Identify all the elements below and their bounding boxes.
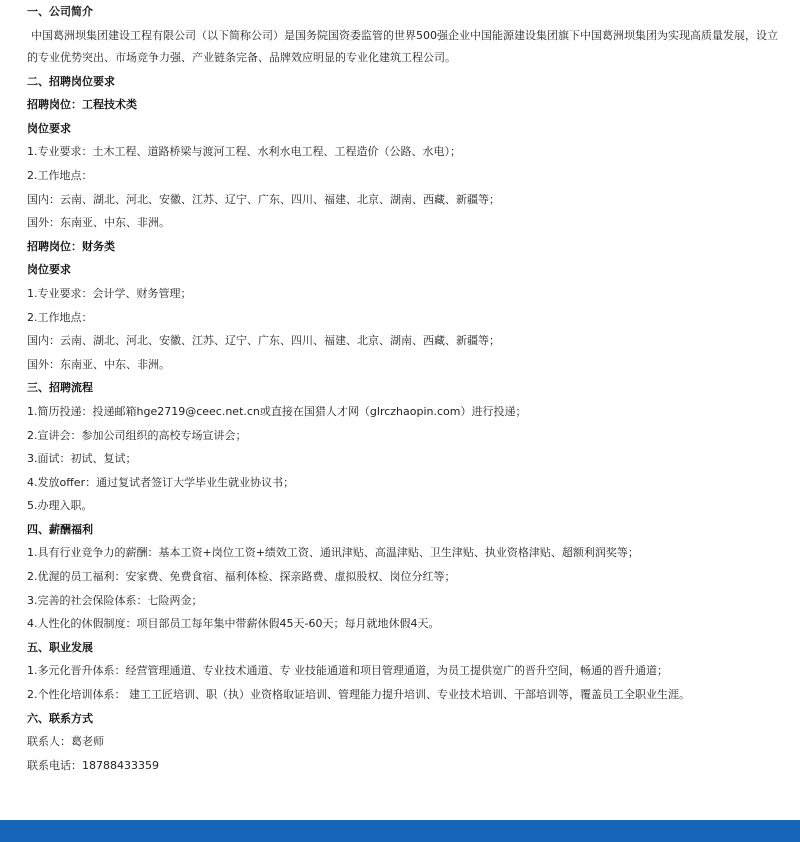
process-step: 5.办理入职。 <box>27 499 93 513</box>
career-item: 1.多元化晋升体系：经营管理通道、专业技术通道、专 业技能通道和项目管理通道，为员工提供宽广的晋升空间，畅通的晋升通道； <box>27 664 668 678</box>
process-step: 1.简历投递：投递邮箱hge2719@ceec.net.cn或直接在国猎人才网（glrczhaopin.com）进行投递； <box>27 404 527 418</box>
contact-phone: 联系电话：18788433359 <box>27 758 159 772</box>
position-location-label-finance: 2.工作地点： <box>27 310 93 324</box>
process-heading: 三、招聘流程 <box>27 381 93 395</box>
career-item: 2.个性化培训体系： 建工工匠培训、职（执）业资格取证培训、管理能力提升培训、专业技术培训、干部培训等，覆盖员工全职业生涯。 <box>27 688 690 702</box>
position-major-engineering: 1.专业要求：土木工程、道路桥梁与渡河工程、水利水电工程、工程造价（公路、水电）； <box>27 145 461 159</box>
process-step: 4.发放offer：通过复试者签订大学毕业生就业协议书； <box>27 475 295 489</box>
position-domestic-finance: 国内：云南、湖北、河北、安徽、江苏、辽宁、广东、四川、福建、北京、湖南、西藏、新疆等； <box>27 334 500 348</box>
recruitment-document <box>27 0 785 777</box>
position-location-label-engineering: 2.工作地点： <box>27 168 93 182</box>
process-step: 2.宣讲会：参加公司组织的高校专场宣讲会； <box>27 428 247 442</box>
position-req-heading-engineering: 岗位要求 <box>27 121 71 135</box>
company-heading: 一、公司简介 <box>27 5 93 18</box>
position-overseas-engineering: 国外：东南亚、中东、非洲。 <box>27 216 170 230</box>
process-step: 3.面试：初试、复试； <box>27 452 137 466</box>
position-title-engineering: 招聘岗位：工程技术类 <box>27 98 137 112</box>
position-domestic-engineering: 国内：云南、湖北、河北、安徽、江苏、辽宁、广东、四川、福建、北京、湖南、西藏、新疆等； <box>27 192 500 206</box>
career-heading: 五、职业发展 <box>27 640 93 654</box>
requirements-heading: 二、招聘岗位要求 <box>27 74 115 88</box>
benefit-item: 4.人性化的休假制度：项目部员工每年集中带薪休假45天-60天；每月就地休假4天。 <box>27 617 440 631</box>
benefits-heading: 四、薪酬福利 <box>27 522 93 536</box>
position-title-finance: 招聘岗位：财务类 <box>27 239 115 253</box>
benefit-item: 3.完善的社会保险体系：七险两金； <box>27 593 203 607</box>
contact-heading: 六、联系方式 <box>27 711 93 725</box>
benefit-item: 2.优渥的员工福利：安家费、免费食宿、福利体检、探亲路费、虚拟股权、岗位分红等； <box>27 570 456 584</box>
benefit-item: 1.具有行业竞争力的薪酬：基本工资+岗位工资+绩效工资、通讯津贴、高温津贴、卫生津贴、执业资格津贴、超额利润奖等； <box>27 546 639 560</box>
position-major-finance: 1.专业要求：会计学、财务管理； <box>27 286 192 300</box>
footer-bar <box>0 820 800 842</box>
contact-person: 联系人：葛老师 <box>27 735 104 749</box>
position-overseas-finance: 国外：东南亚、中东、非洲。 <box>27 357 170 371</box>
position-req-heading-finance: 岗位要求 <box>27 263 71 277</box>
company-intro: 中国葛洲坝集团建设工程有限公司（以下简称公司）是国务院国资委监管的世界500强企业中国能源建设集团旗下中国葛洲坝集团为实现高质量发展，设立的专业优势突出、市场竞争力强、产业链条完备、品牌效应明显的专业化建筑工程公司。 <box>27 28 778 64</box>
